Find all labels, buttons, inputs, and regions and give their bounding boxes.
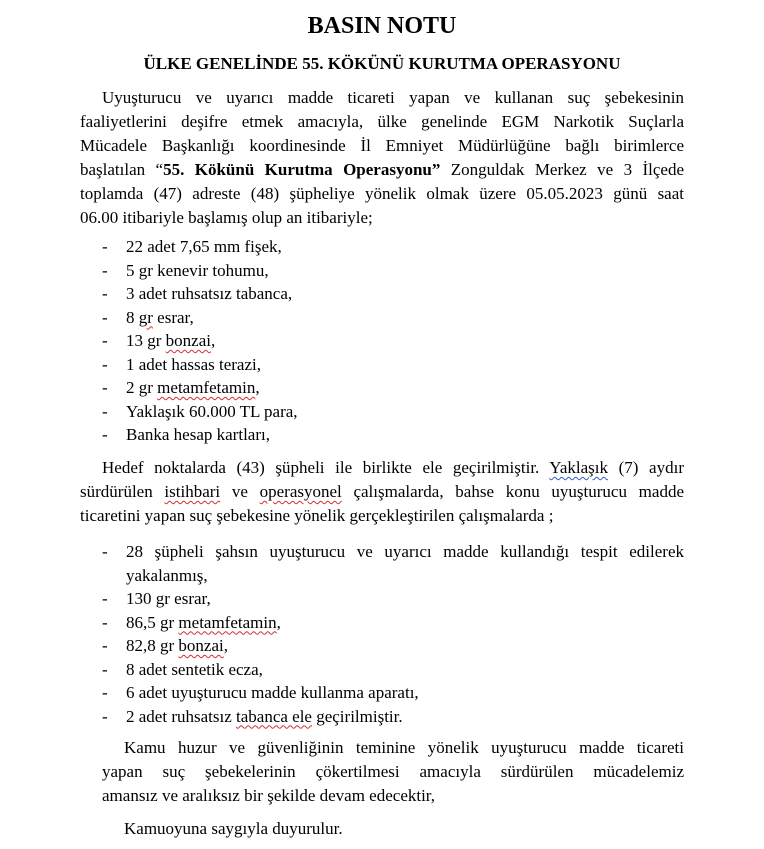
list-item-text: 13 gr <box>126 331 166 350</box>
intro-line: faaliyetlerini deşifre etmek amacıyla, ülke genelinde EGM Narkotik Suçlarla <box>80 112 684 131</box>
middle-text: (7) aydır <box>608 458 684 477</box>
middle-line <box>80 480 684 504</box>
list-item-text: 82,8 gr <box>126 636 179 655</box>
list-item-text: 86,5 gr <box>126 612 179 632</box>
seized-items-list <box>80 235 684 447</box>
list-dash: - <box>102 636 108 655</box>
list-dash: - <box>102 589 108 608</box>
list-item-text: 22 adet 7,65 mm fişek, <box>126 237 282 256</box>
list-item <box>80 658 684 682</box>
list-dash: - <box>102 542 108 561</box>
middle-text: Hedef noktalarda (43) şüpheli ile birlikte ele geçirilmiştir. <box>102 458 550 477</box>
spellcheck-word: istihbari <box>164 482 221 501</box>
list-dash: - <box>102 425 108 444</box>
list-item <box>80 587 684 611</box>
middle-text: sürdürülen <box>80 482 165 501</box>
list-dash: - <box>102 307 108 327</box>
intro-line: 06.00 itibariyle başlamış olup an itibariyle; <box>80 208 373 227</box>
list-item-text: , <box>255 378 260 397</box>
list-item-text: , <box>211 331 216 350</box>
list-item-text: , <box>276 612 281 632</box>
spellcheck-word: metamfetamin <box>178 612 277 632</box>
list-item-text: 28 şüpheli şahsın uyuşturucu ve uyarıcı madde kullandığı tespit edilerek <box>126 542 684 561</box>
list-item <box>80 634 684 658</box>
list-item-text: yakalanmış, <box>126 565 208 585</box>
list-dash: - <box>102 683 108 702</box>
document-title: BASIN NOTU <box>307 13 457 39</box>
middle-text: ve <box>220 482 260 501</box>
closing-line: amansız ve aralıksız bir şekilde devam edecektir, <box>102 786 436 805</box>
list-item-text: geçirilmiştir. <box>311 706 403 726</box>
list-item <box>80 376 684 400</box>
middle-line <box>80 456 684 480</box>
list-item <box>80 259 684 283</box>
middle-paragraph <box>80 456 684 528</box>
list-dash: - <box>102 284 108 303</box>
list-dash: - <box>102 706 108 726</box>
document-subtitle: ÜLKE GENELİNDE 55. KÖKÜNÜ KURUTMA OPERASYONU <box>143 54 621 73</box>
list-item-text: Yaklaşık 60.000 TL para, <box>126 401 298 421</box>
intro-text: Zonguldak Merkez ve 3 İlçede <box>440 160 684 179</box>
list-dash: - <box>102 612 108 632</box>
list-item-text: 1 adet hassas terazi, <box>126 354 261 374</box>
list-dash: - <box>102 331 108 350</box>
spellcheck-word: Yaklaşık <box>549 458 609 477</box>
list-item <box>80 329 684 353</box>
spellcheck-word: gr <box>138 307 153 327</box>
middle-line: ticaretini yapan suç şebekesine yönelik gerçekleştirilen çalışmalarda ; <box>80 506 554 525</box>
list-item <box>80 681 684 705</box>
list-dash: - <box>102 659 108 679</box>
intro-line: Uyuşturucu ve uyarıcı madde ticareti yapan ve kullanan suç şebekesinin <box>102 88 684 107</box>
list-item-text: 8 adet sentetik ecza, <box>126 659 263 679</box>
list-item-text: , <box>223 636 228 655</box>
list-item <box>80 353 684 377</box>
list-item-text: 2 gr <box>126 378 158 397</box>
list-dash: - <box>102 260 108 280</box>
list-item <box>80 611 684 635</box>
list-item-text: 5 gr kenevir tohumu, <box>126 260 269 280</box>
list-item-text: 2 adet ruhsatsız <box>126 706 236 726</box>
intro-line <box>80 158 684 182</box>
middle-text: çalışmalarda, bahse konu uyuşturucu madde <box>341 482 684 501</box>
closing-line: Kamu huzur ve güvenliğinin teminine yönelik uyuşturucu madde ticareti <box>124 738 684 757</box>
list-dash: - <box>102 401 108 421</box>
closing-line: yapan suç şebekelerinin çökertilmesi amacıyla sürdürülen mücadelemiz <box>102 762 684 781</box>
list-item-text: Banka hesap kartları, <box>126 425 270 444</box>
list-dash: - <box>102 378 108 397</box>
spellcheck-word: metamfetamin <box>157 378 256 397</box>
list-dash: - <box>102 354 108 374</box>
list-item <box>80 306 684 330</box>
list-item-text: esrar, <box>152 307 194 327</box>
spellcheck-word: bonzai <box>165 331 211 350</box>
spellcheck-word: tabanca ele <box>236 706 312 726</box>
list-item <box>80 282 684 306</box>
intro-text: başlatılan “ <box>80 160 164 179</box>
signoff: Kamuoyuna saygıyla duyurulur. <box>124 819 343 838</box>
results-list <box>80 540 684 728</box>
spellcheck-word: bonzai <box>178 636 224 655</box>
intro-line: Mücadele Başkanlığı koordinesinde İl Emniyet Müdürlüğüne bağlı birimlerce <box>80 136 684 155</box>
list-item <box>80 235 684 259</box>
list-item <box>80 400 684 424</box>
list-item-text: 3 adet ruhsatsız tabanca, <box>126 284 293 303</box>
list-dash: - <box>102 237 108 256</box>
closing-paragraph <box>102 736 684 808</box>
intro-paragraph <box>80 86 684 230</box>
list-item <box>80 423 684 447</box>
intro-line: toplamda (47) adreste (48) şüpheliye yönelik olmak üzere 05.05.2023 günü saat <box>80 184 684 203</box>
list-item-text: 6 adet uyuşturucu madde kullanma aparatı, <box>126 683 419 702</box>
operation-name: 55. Kökünü Kurutma Operasyonu” <box>163 160 441 179</box>
list-item-text: 130 gr esrar, <box>126 589 211 608</box>
list-item <box>80 540 684 587</box>
list-item-text: 8 <box>126 307 139 327</box>
spellcheck-word: operasyonel <box>259 482 342 501</box>
list-item <box>80 705 684 729</box>
